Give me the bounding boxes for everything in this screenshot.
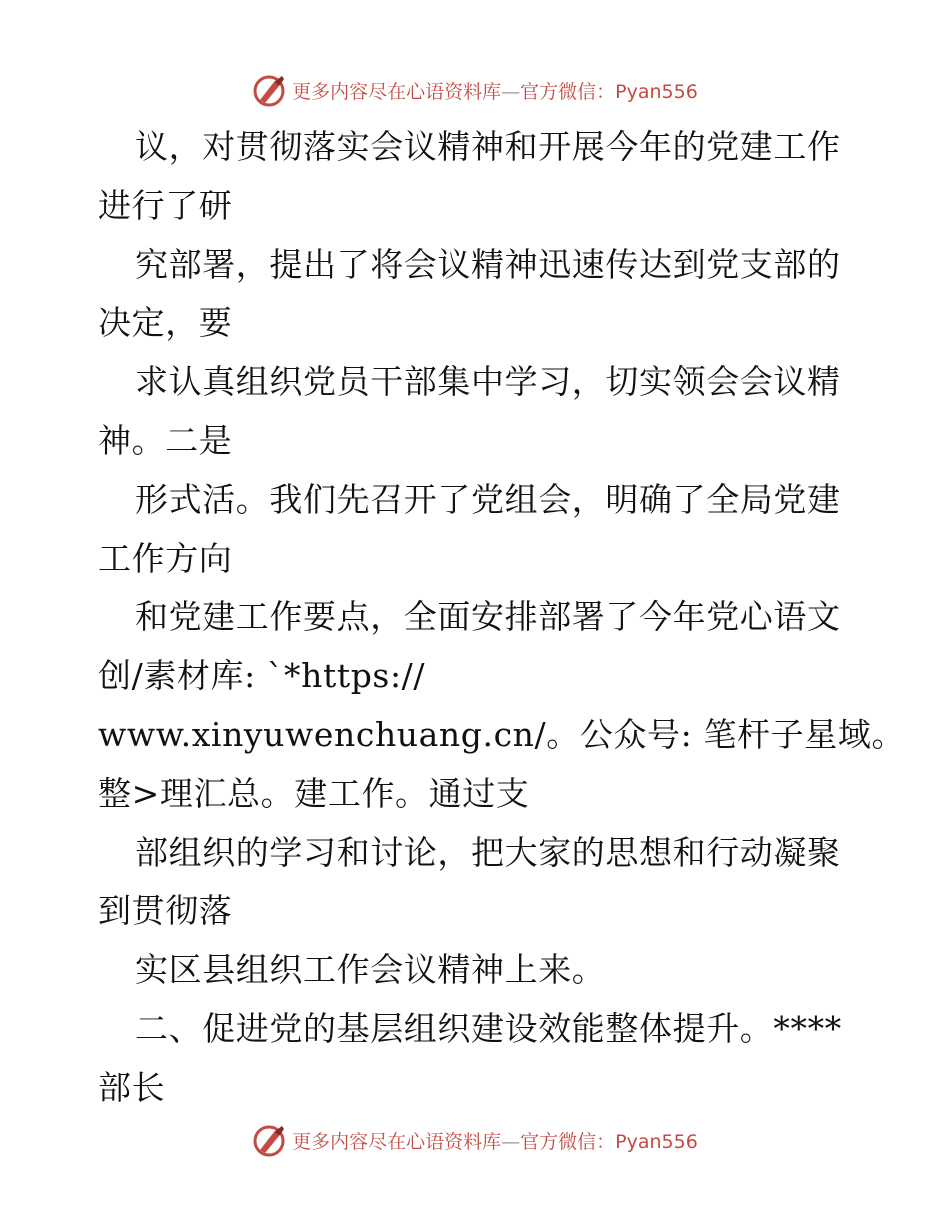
body-line: 进行了研: [98, 185, 233, 225]
pen-logo-icon: [252, 1122, 288, 1158]
header-banner: [0, 70, 950, 110]
body-line: 部长: [98, 1067, 166, 1107]
body-line: 到贯彻落: [98, 891, 233, 931]
body-line: 求认真组织党员干部集中学习，切实领会会议精: [135, 362, 841, 402]
footer-banner-title: 更多内容尽在心语资料库: [292, 1130, 502, 1153]
pen-logo-icon: [252, 72, 288, 108]
body-line: 神。二是: [98, 420, 233, 460]
body-line: 二、促进党的基层组织建设效能整体提升。****: [135, 1008, 842, 1048]
header-banner-text: [292, 77, 698, 104]
header-banner-wechat: 官方微信：Pyan556: [520, 80, 698, 103]
footer-banner-text: [292, 1127, 698, 1154]
body-line: 议，对贯彻落实会议精神和开展今年的党建工作: [135, 127, 841, 166]
footer-banner-wechat: 官方微信：Pyan556: [520, 1130, 698, 1153]
footer-banner: [0, 1120, 950, 1160]
footer-banner-separator: —: [501, 1130, 521, 1153]
body-line: 究部署，提出了将会议精神迅速传达到党支部的: [135, 244, 841, 284]
body-line: 工作方向: [98, 538, 233, 578]
header-banner-title: 更多内容尽在心语资料库: [292, 80, 502, 103]
body-line: 整>理汇总。建工作。通过支: [98, 773, 530, 813]
body-line: 实区县组织工作会议精神上来。: [135, 950, 606, 990]
document-body: [98, 118, 906, 1118]
body-line: 部组织的学习和讨论，把大家的思想和行动凝聚: [135, 832, 841, 872]
header-banner-separator: —: [501, 80, 521, 103]
body-line: 和党建工作要点，全面安排部署了今年党心语文: [135, 597, 841, 637]
body-line: 创/素材库: `*https://: [98, 656, 426, 696]
body-line: 决定，要: [98, 303, 233, 343]
body-line: www.xinyuwenchuang.cn/。公众号: 笔杆子星域。: [98, 714, 906, 754]
body-line: 形式活。我们先召开了党组会，明确了全局党建: [135, 479, 841, 519]
